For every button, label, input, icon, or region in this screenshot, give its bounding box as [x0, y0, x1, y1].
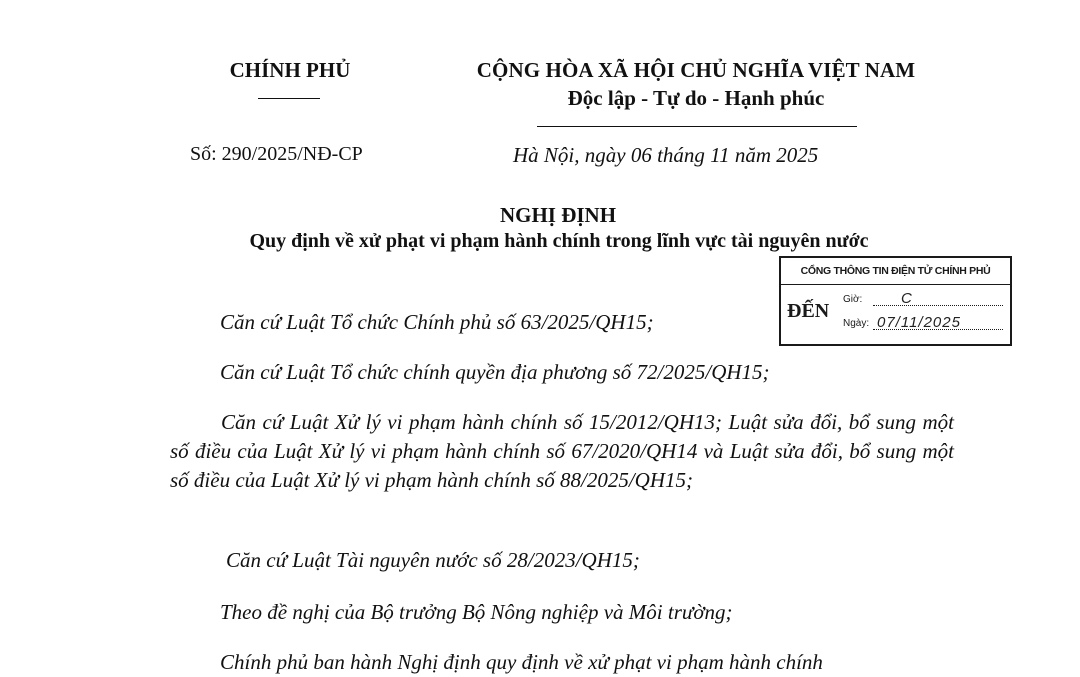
stamp-date-value: 07/11/2025 — [877, 314, 961, 331]
legal-basis-paragraph: Căn cứ Luật Tổ chức chính quyền địa phương số 72/2025/QH15; — [220, 360, 770, 384]
stamp-hour-value: C — [901, 290, 913, 307]
document-subtitle: Quy định về xử phạt vi phạm hành chính trong lĩnh vực tài nguyên nước — [249, 230, 869, 252]
legal-basis-paragraph: Căn cứ Luật Tài nguyên nước số 28/2023/QH15; — [226, 548, 640, 572]
enactment-paragraph: Chính phủ ban hành Nghị định quy định về xử phạt vi phạm hành chính — [220, 650, 823, 674]
stamp-received-word: ĐẾN — [787, 300, 830, 322]
national-title: CỘNG HÒA XÃ HỘI CHỦ NGHĨA VIỆT NAM — [476, 58, 916, 82]
legal-basis-paragraph: Căn cứ Luật Tổ chức Chính phủ số 63/2025/QH15; — [220, 310, 654, 334]
stamp-hour-label: Giờ: — [843, 294, 863, 305]
issuer-underline — [258, 98, 320, 99]
legal-basis-paragraph: Căn cứ Luật Xử lý vi phạm hành chính số 15/2012/QH13; Luật sửa đổi, bổ sung một số điều của Luật Xử lý vi phạm hành chính số 67/2020/QH14 và Luật sửa đổi, bổ sung một số điều của Luật Xử lý vi phạm hành chính số 88/2025/QH15; — [170, 410, 954, 492]
national-motto: Độc lập - Tự do - Hạnh phúc — [567, 86, 825, 110]
stamp-header: CỔNG THÔNG TIN ĐIỆN TỬ CHÍNH PHỦ — [781, 258, 1010, 285]
document-number: Số: 290/2025/NĐ-CP — [190, 143, 363, 165]
document-type-title: NGHỊ ĐỊNH — [499, 203, 617, 227]
stamp-date-row — [843, 316, 1003, 334]
stamp-hour-dotted-line — [873, 305, 1003, 306]
stamp-hour-row — [843, 292, 1003, 310]
stamp-date-label: Ngày: — [843, 318, 870, 329]
issuer-name: CHÍNH PHỦ — [229, 58, 351, 82]
place-and-date: Hà Nội, ngày 06 tháng 11 năm 2025 — [513, 143, 819, 167]
motto-underline — [537, 126, 857, 127]
proposal-paragraph: Theo đề nghị của Bộ trưởng Bộ Nông nghiệp và Môi trường; — [220, 600, 733, 624]
received-stamp — [779, 256, 1012, 346]
